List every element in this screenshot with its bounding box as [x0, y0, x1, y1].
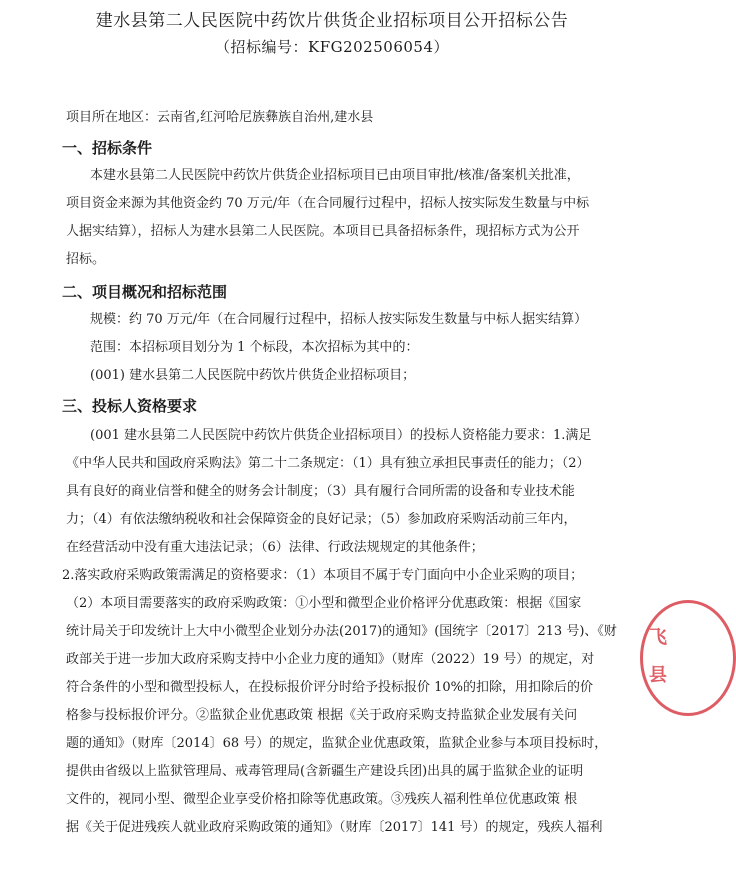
section-heading-2: 二、项目概况和招标范围 [62, 283, 228, 301]
section-3-line: 题的通知》（财库〔2014〕68 号）的规定，监狱企业优惠政策，监狱企业参与本项目投标时， [66, 736, 608, 751]
section-1-line: 本建水县第二人民医院中药饮片供货企业招标项目已由项目审批/核准/备案机关批准， [90, 168, 580, 183]
section-3-line: (001 建水县第二人民医院中药饮片供货企业招标项目）的投标人资格能力要求：1.满足 [90, 428, 592, 443]
section-3-line: 2.落实政府采购政策需满足的资格要求：（1）本项目不属于专门面向中小企业采购的项目； [62, 568, 584, 583]
seal-glyph: 飞 [649, 627, 667, 648]
section-3-line: 在经营活动中没有重大违法记录；（6）法律、行政法规规定的其他条件； [66, 540, 484, 555]
section-1-line: 人据实结算），招标人为建水县第二人民医院。本项目已具备招标条件，现招标方式为公开 [66, 224, 580, 239]
section-3-line: 《中华人民共和国政府采购法》第二十二条规定：（1）具有独立承担民事责任的能力；（2） [66, 456, 590, 471]
section-heading-1: 一、招标条件 [62, 139, 153, 157]
section-3-line: 提供由省级以上监狱管理局、戒毒管理局(含新疆生产建设兵团)出具的属于监狱企业的证明 [66, 764, 584, 779]
section-2-line: 范围：本招标项目划分为 1 个标段，本次招标为其中的： [90, 340, 419, 355]
section-3-line: 符合条件的小型和微型投标人，在投标报价评分时给予投标报价 10%的扣除，用扣除后的价 [66, 680, 594, 695]
seal-glyph: 县 [649, 665, 667, 686]
section-3-line: 政部关于进一步加大政府采购支持中小企业力度的通知》（财库（2022）19 号）的规定，对 [66, 652, 595, 667]
section-3-line: 据《关于促进残疾人就业政府采购政策的通知》（财库〔2017〕141 号）的规定，残疾人福利 [66, 820, 603, 835]
section-2-line: (001) 建水县第二人民医院中药饮片供货企业招标项目； [90, 368, 416, 383]
section-3-line: 统计局关于印发统计上大中小微型企业划分办法(2017)的通知》(国统字〔2017〕213 号)、《财 [66, 624, 617, 639]
section-3-line: 力；（4）有依法缴纳税收和社会保障资金的良好记录；（5）参加政府采购活动前三年内， [66, 512, 577, 527]
section-3-line: 具有良好的商业信誉和健全的财务会计制度；（3）具有履行合同所需的设备和专业技术能 [66, 484, 575, 499]
document-title: 建水县第二人民医院中药饮片供货企业招标项目公开招标公告 [95, 11, 569, 31]
section-1-line: 项目资金来源为其他资金约 70 万元/年（在合同履行过程中，招标人按实际发生数量与中标 [66, 196, 590, 211]
section-1-line: 招标。 [66, 252, 106, 267]
section-3-line: 文件的，视同小型、微型企业享受价格扣除等优惠政策。③残疾人福利性单位优惠政策 根 [66, 792, 578, 807]
project-location: 项目所在地区：云南省,红河哈尼族彝族自治州,建水县 [66, 110, 374, 125]
section-heading-3: 三、投标人资格要求 [62, 397, 198, 415]
section-3-line: 格参与投标报价评分。②监狱企业优惠政策 根据《关于政府采购支持监狱企业发展有关问 [66, 708, 578, 723]
section-3-line: （2）本项目需要落实的政府采购政策：①小型和微型企业价格评分优惠政策：根据《国家 [66, 596, 582, 611]
official-seal [640, 600, 736, 716]
document-subtitle: （招标编号：KFG202506054） [215, 38, 449, 56]
section-2-line: 规模：约 70 万元/年（在合同履行过程中，招标人按实际发生数量与中标人据实结算） [90, 312, 588, 327]
